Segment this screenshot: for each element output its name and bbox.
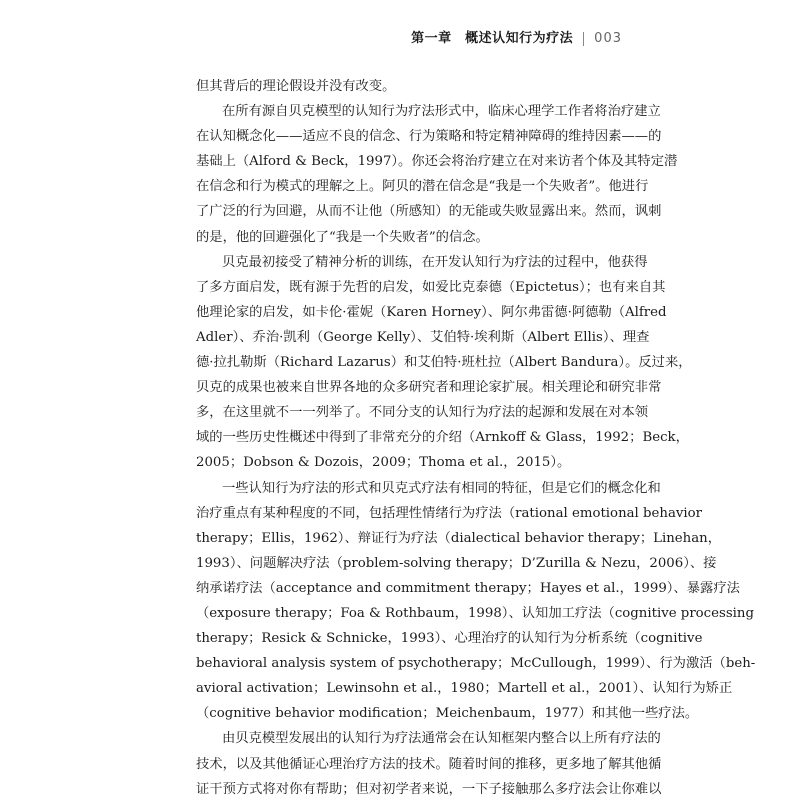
text-line: 德·拉扎勒斯（Richard Lazarus）和艾伯特·班杜拉（Albert Bandura）。反过来， xyxy=(196,355,692,371)
text-line: 了广泛的行为回避，从而不让他（所感知）的无能或失败显露出来。然而，讽刺 xyxy=(196,204,662,220)
text-line: 在认知概念化——适应不良的信念、行为策略和特定精神障碍的维持因素——的 xyxy=(196,129,662,145)
text-line: 贝克最初接受了精神分析的训练，在开发认知行为疗法的过程中，他获得 xyxy=(222,254,648,270)
text-line: 的是，他的回避强化了“我是一个失败者”的信念。 xyxy=(196,229,489,245)
running-header xyxy=(411,30,622,48)
text-line: 基础上（Alford & Beck，1997）。你还会将治疗建立在对来访者个体及其特定潜 xyxy=(196,154,678,170)
text-line: 1993）、问题解决疗法（problem-solving therapy；D’Zurilla & Nezu，2006）、接 xyxy=(196,555,717,571)
text-line: 在所有源自贝克模型的认知行为疗法形式中，临床心理学工作者将治疗建立 xyxy=(222,104,661,120)
text-line: 但其背后的理论假设并没有改变。 xyxy=(196,79,396,94)
text-line: therapy；Resick & Schnicke，1993）、心理治疗的认知行为分析系统（cognitive xyxy=(196,631,703,647)
text-line: 由贝克模型发展出的认知行为疗法通常会在认知框架内整合以上所有疗法的 xyxy=(222,731,661,747)
text-line: 了多方面启发，既有源于先哲的启发，如爱比克泰德（Epictetus）；也有来自其 xyxy=(196,279,666,295)
paragraph xyxy=(196,250,692,476)
text-line: 在信念和行为模式的理解之上。阿贝的潜在信念是“我是一个失败者”。他进行 xyxy=(196,179,649,195)
text-line: 纳承诺疗法（acceptance and commitment therapy；Hayes et al.，1999）、暴露疗法 xyxy=(196,580,740,596)
text-line: 域的一些历史性概述中得到了非常充分的介绍（Arnkoff & Glass，1992；Beck， xyxy=(196,430,689,446)
page-number: 003 xyxy=(594,31,622,46)
paragraph xyxy=(196,99,678,250)
text-line: 多，在这里就不一一列举了。不同分支的认知行为疗法的起源和发展在对本领 xyxy=(196,405,649,421)
text-line: 技术，以及其他循证心理治疗方法的技术。随着时间的推移，更多地了解其他循 xyxy=(196,756,662,772)
text-line: （exposure therapy；Foa & Rothbaum，1998）、认知加工疗法（cognitive processing xyxy=(196,605,754,621)
header-divider xyxy=(583,32,584,46)
text-line: avioral activation；Lewinsohn et al.，1980；Martell et al.，2001）、认知行为矫正 xyxy=(196,681,733,697)
text-line: 2005；Dobson & Dozois，2009；Thoma et al.，2015）。 xyxy=(196,455,571,471)
text-line: Adler）、乔治·凯利（George Kelly）、艾伯特·埃利斯（Albert Ellis）、理查 xyxy=(196,329,650,345)
text-line: therapy；Ellis，1962）、辩证行为疗法（dialectical behavior therapy；Linehan， xyxy=(196,530,722,546)
chapter-title: 第一章 概述认知行为疗法 xyxy=(411,31,574,46)
text-line: 治疗重点有某种程度的不同，包括理性情绪行为疗法（rational emotional behavior xyxy=(196,505,703,521)
paragraph xyxy=(196,726,662,801)
text-line: 他理论家的启发，如卡伦·霍妮（Karen Horney）、阿尔弗雷德·阿德勒（Alfred xyxy=(196,304,667,320)
text-line: 证干预方式将对你有帮助；但对初学者来说，一下子接触那么多疗法会让你难以 xyxy=(196,781,662,797)
paragraph xyxy=(196,476,756,727)
body-text xyxy=(196,74,756,802)
text-line: behavioral analysis system of psychotherapy；McCullough，1999）、行为激活（beh- xyxy=(196,656,756,672)
text-line: （cognitive behavior modification；Meichenbaum，1977）和其他一些疗法。 xyxy=(196,706,699,722)
text-line: 贝克的成果也被来自世界各地的众多研究者和理论家扩展。相关理论和研究非常 xyxy=(196,380,662,396)
paragraph-continuation xyxy=(196,74,626,99)
text-line: 一些认知行为疗法的形式和贝克式疗法有相同的特征，但是它们的概念化和 xyxy=(222,480,661,496)
